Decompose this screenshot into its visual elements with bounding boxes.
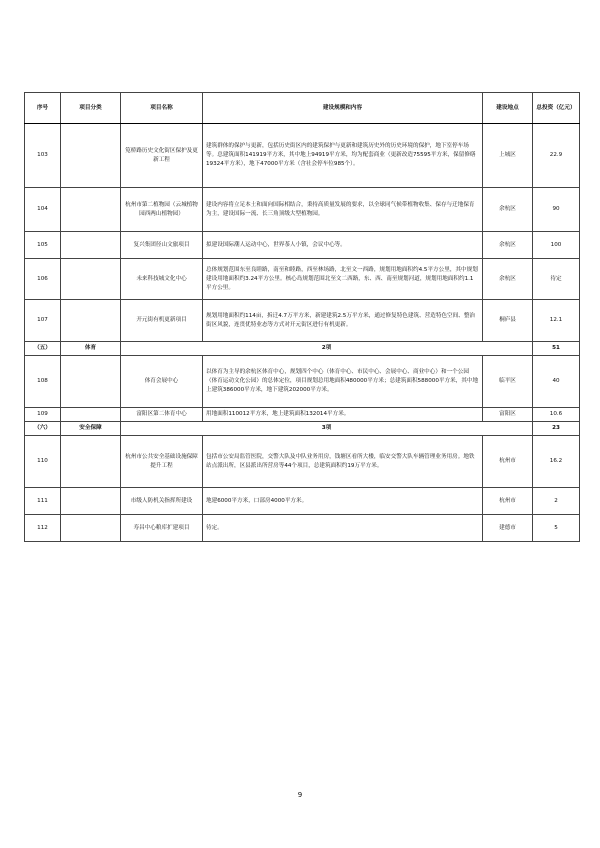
section-seq: （六） bbox=[25, 422, 61, 436]
section-category: 安全保障 bbox=[61, 422, 121, 436]
row-category bbox=[61, 259, 121, 300]
row-location: 杭州市 bbox=[483, 436, 533, 488]
row-name: 体育会展中心 bbox=[121, 356, 203, 408]
row-seq: 109 bbox=[25, 408, 61, 422]
row-content: 建筑群体的保护与更新，包括历史街区内的建筑保护与更新和建筑历史外的历史环境的保护，地下室停车场等。总建筑面积141919平方米，其中地上94919平方米，均为配套商业（更新改造75595平方米，保留修缮19324平方米），地下47000平方米（含社会停车位985个）。 bbox=[203, 124, 483, 188]
row-content: 待定。 bbox=[203, 515, 483, 542]
section-category: 体育 bbox=[61, 342, 121, 356]
row-content: 建设内容将立足本土和面向国际相结合，秉持高质量发展的要求，以全球同气候带植物收集、保存与迁地保育为主，建设国际一流、长三角顶级大型植物园。 bbox=[203, 188, 483, 232]
row-content: 拟建设国际潮人运动中心，世界茶人小镇，会议中心等。 bbox=[203, 232, 483, 259]
table-row bbox=[25, 515, 580, 542]
row-category bbox=[61, 436, 121, 488]
row-investment: 40 bbox=[533, 356, 580, 408]
row-location: 余杭区 bbox=[483, 188, 533, 232]
table-row bbox=[25, 488, 580, 515]
row-content: 总体规划范围东至良睦路，南至和睦路，西至林场路，北至文一西路，规划用地面积约4.5平方公里，其中规划建设用地面积约3.24平方公里。核心岛规划范围北至文二西路，东、西、南至规划河道，规划用地面积约1.1平方公里。 bbox=[203, 259, 483, 300]
row-name: 寿昌中心粮库扩建项目 bbox=[121, 515, 203, 542]
header-content: 建设规模和内容 bbox=[203, 93, 483, 124]
row-location: 余杭区 bbox=[483, 259, 533, 300]
table-row bbox=[25, 356, 580, 408]
row-investment: 100 bbox=[533, 232, 580, 259]
row-investment: 5 bbox=[533, 515, 580, 542]
row-name: 杭州市公共安全基础设施保障提升工程 bbox=[121, 436, 203, 488]
table-row bbox=[25, 408, 580, 422]
row-seq: 107 bbox=[25, 300, 61, 342]
row-seq: 106 bbox=[25, 259, 61, 300]
header-category: 项目分类 bbox=[61, 93, 121, 124]
row-seq: 104 bbox=[25, 188, 61, 232]
row-name: 笕桥路历史文化街区保护及更新工程 bbox=[121, 124, 203, 188]
section-count: 3项 bbox=[121, 422, 533, 436]
row-name: 开元街有机更新项目 bbox=[121, 300, 203, 342]
row-location: 杭州市 bbox=[483, 488, 533, 515]
row-category bbox=[61, 124, 121, 188]
table-row bbox=[25, 300, 580, 342]
page-number: 9 bbox=[297, 791, 303, 799]
table-row bbox=[25, 232, 580, 259]
row-content: 包括市公安局监管医院，交警大队及中队业务用房，钱塘区看所大楼，临安交警大队车辆管理业务用房。地铁站点派出所，区县派出所营房等44个项目，总建筑面积约19万平方米。 bbox=[203, 436, 483, 488]
row-location: 余杭区 bbox=[483, 232, 533, 259]
section-seq: （五） bbox=[25, 342, 61, 356]
row-name: 杭州市第二植物园（云城植物园西两山植物园） bbox=[121, 188, 203, 232]
section-investment: 51 bbox=[533, 342, 580, 356]
table-row bbox=[25, 188, 580, 232]
row-category bbox=[61, 232, 121, 259]
row-category bbox=[61, 408, 121, 422]
row-content: 地建6000平方米，口部房4000平方米。 bbox=[203, 488, 483, 515]
row-investment: 10.6 bbox=[533, 408, 580, 422]
row-name: 未来科技城文化中心 bbox=[121, 259, 203, 300]
row-investment: 12.1 bbox=[533, 300, 580, 342]
header-investment: 总投资（亿元） bbox=[533, 93, 580, 124]
table-row bbox=[25, 436, 580, 488]
section-row-sports bbox=[25, 342, 580, 356]
row-investment: 2 bbox=[533, 488, 580, 515]
row-seq: 105 bbox=[25, 232, 61, 259]
row-investment: 待定 bbox=[533, 259, 580, 300]
section-count: 2项 bbox=[121, 342, 533, 356]
row-category bbox=[61, 356, 121, 408]
row-name: 富阳区第二体育中心 bbox=[121, 408, 203, 422]
header-location: 建设地点 bbox=[483, 93, 533, 124]
row-seq: 111 bbox=[25, 488, 61, 515]
section-investment: 23 bbox=[533, 422, 580, 436]
row-seq: 110 bbox=[25, 436, 61, 488]
row-category bbox=[61, 300, 121, 342]
row-category bbox=[61, 515, 121, 542]
table-row bbox=[25, 259, 580, 300]
header-name: 项目名称 bbox=[121, 93, 203, 124]
row-seq: 108 bbox=[25, 356, 61, 408]
table-header-row bbox=[25, 93, 580, 124]
row-content: 规划用地面积约114亩，拆迁4.7万平方米，新建建筑2.5万平方米，通过修复特色建筑、营造特色空间、整治街区风貌，连贯优特业态等方式对开元街区进行有机更新。 bbox=[203, 300, 483, 342]
row-location: 富阳区 bbox=[483, 408, 533, 422]
row-investment: 90 bbox=[533, 188, 580, 232]
row-seq: 103 bbox=[25, 124, 61, 188]
table-row bbox=[25, 124, 580, 188]
row-category bbox=[61, 488, 121, 515]
row-content: 用地面积110012平方米，地上建筑面积132014平方米。 bbox=[203, 408, 483, 422]
row-investment: 16.2 bbox=[533, 436, 580, 488]
row-location: 建德市 bbox=[483, 515, 533, 542]
row-seq: 112 bbox=[25, 515, 61, 542]
row-investment: 22.9 bbox=[533, 124, 580, 188]
row-location: 上城区 bbox=[483, 124, 533, 188]
header-seq: 序号 bbox=[25, 93, 61, 124]
row-location: 桐庐县 bbox=[483, 300, 533, 342]
row-content: 以体育为主导的余杭区体育中心，规划四个中心（体育中心、市民中心、会展中心、商业中心）和一个公园（体育运动文化公园）的总体定位，项目规划总用地面积480000平方米；总建筑面积588000平方米，其中地上建筑386000平方米，地下建筑202000平方米。 bbox=[203, 356, 483, 408]
section-row-safety bbox=[25, 422, 580, 436]
project-table bbox=[24, 92, 580, 542]
row-name: 市级人防机关指挥所建设 bbox=[121, 488, 203, 515]
row-name: 复兴集团径山文旅项目 bbox=[121, 232, 203, 259]
row-category bbox=[61, 188, 121, 232]
row-location: 临平区 bbox=[483, 356, 533, 408]
